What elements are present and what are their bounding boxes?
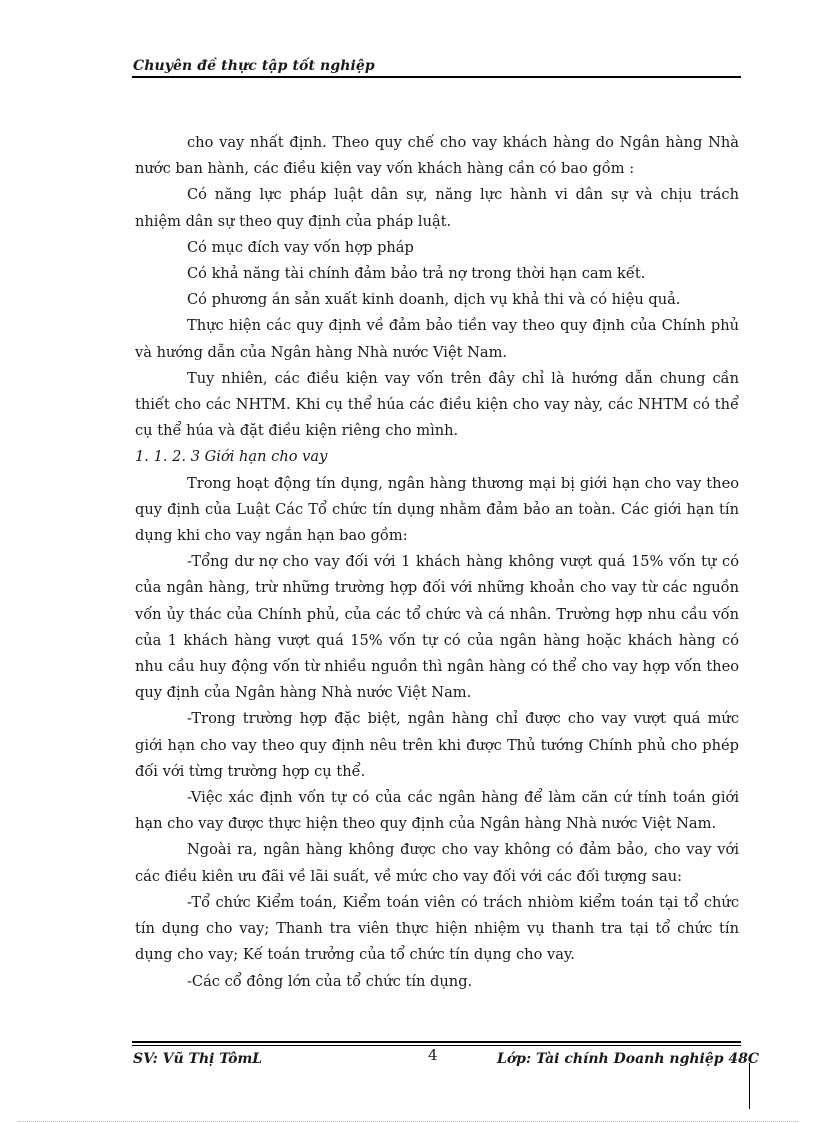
paragraph: -Tổng dư nợ cho vay đối với 1 khách hàng không vượt quá 15% vốn tự có của ngân hàng, trừ những trường hợp đối với những khoản cho vay từ các nguồn vốn ủy thác của Chính phủ, của các tổ chức và cá nhân. Trường hợp nhu cầu vốn của 1 khách hàng vượt quá 15% vốn tự có của ngân hàng hoặc khách hàng có nhu cầu huy động vốn từ nhiều nguồn thì ngân hàng có thể cho vay hợp vốn theo quy định của Ngân hàng Nhà nước Việt Nam.: [135, 553, 739, 702]
footer-rule: [132, 1041, 741, 1043]
paragraph: Thực hiện các quy định về đảm bảo tiền vay theo quy định của Chính phủ và hướng dẫn của Ngân hàng Nhà nước Việt Nam.: [135, 317, 739, 361]
body-text: [135, 130, 739, 995]
paragraph: Có năng lực pháp luật dân sự, năng lực hành vi dân sự và chịu trách nhiệm dân sự theo quy định của pháp luật.: [135, 186, 739, 230]
footer-student: SV: Vũ Thị TômL: [133, 1051, 263, 1067]
paragraph: -Việc xác định vốn tự có của các ngân hàng để làm căn cứ tính toán giới hạn cho vay được thực hiện theo quy định của Ngân hàng Nhà nước Việt Nam.: [135, 789, 739, 833]
paragraph: Có khả năng tài chính đảm bảo trả nợ trong thời hạn cam kết.: [187, 265, 646, 283]
corner-mark: [749, 1063, 750, 1109]
paragraph: Tuy nhiên, các điều kiện vay vốn trên đây chỉ là hướng dẫn chung cần thiết cho các NHTM. Khi cụ thể húa các điều kiện cho vay này, các NHTM có thể cụ thể húa và đặt điều kiện riêng cho mình.: [135, 369, 739, 440]
paragraph: Có mục đích vay vốn hợp pháp: [187, 238, 414, 256]
paragraph: Có phương án sản xuất kinh doanh, dịch vụ khả thi và có hiệu quả.: [187, 291, 681, 309]
paragraph: Trong hoạt động tín dụng, ngân hàng thương mại bị giới hạn cho vay theo quy định của Luật Các Tổ chức tín dụng nhằm đảm bảo an toàn. Các giới hạn tín dụng khi cho vay ngắn hạn bao gồm:: [135, 474, 739, 545]
page-number: 4: [428, 1046, 438, 1064]
paragraph: -Trong trường hợp đặc biệt, ngân hàng chỉ được cho vay vượt quá mức giới hạn cho vay theo quy định nêu trên khi được Thủ tướng Chính phủ cho phép đối với từng trường hợp cụ thể.: [135, 710, 739, 780]
page-boundary-line: [18, 1121, 798, 1122]
header-rule: [132, 76, 741, 78]
section-heading: 1. 1. 2. 3 Giới hạn cho vay: [135, 448, 328, 466]
paragraph: cho vay nhất định. Theo quy chế cho vay khách hàng do Ngân hàng Nhà nước ban hành, các điều kiện vay vốn khách hàng cần có bao gồm :: [135, 134, 739, 178]
footer-class: Lớp: Tài chính Doanh nghiệp 48C: [497, 1051, 760, 1067]
page-header-title: Chuyên đề thực tập tốt nghiệp: [133, 58, 375, 74]
paragraph: -Tổ chức Kiểm toán, Kiểm toán viên có trách nhiòm kiểm toán tại tổ chức tín dụng cho vay; Thanh tra viên thực hiện nhiệm vụ thanh tra tại tổ chức tín dụng cho vay; Kế toán trưởng của tổ chức tín dụng cho vay.: [135, 893, 739, 964]
paragraph: Ngoài ra, ngân hàng không được cho vay không có đảm bảo, cho vay với các điều kiên ưu đãi về lãi suất, về mức cho vay đối với các đối tượng sau:: [135, 841, 739, 885]
paragraph: -Các cổ đông lớn của tổ chức tín dụng.: [187, 972, 473, 990]
